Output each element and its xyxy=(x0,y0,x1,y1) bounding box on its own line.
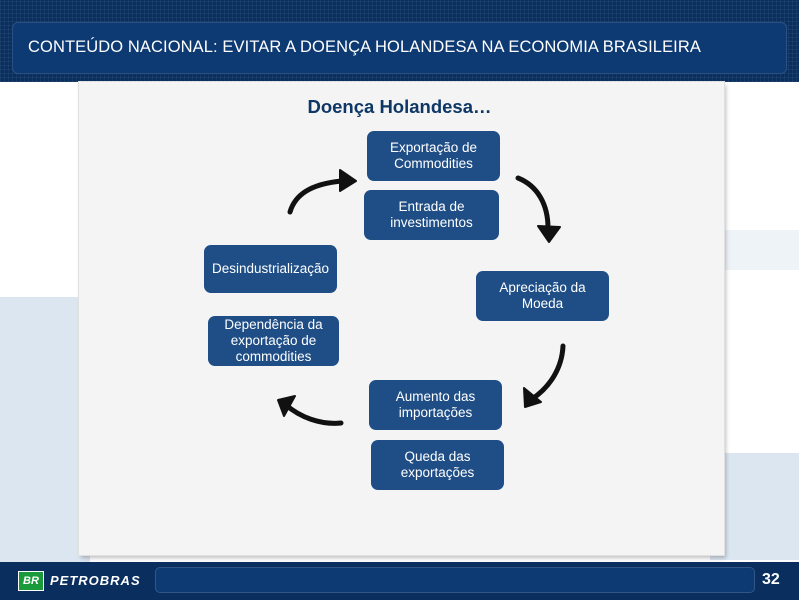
brand-name: PETROBRAS xyxy=(50,573,141,588)
page-number: 32 xyxy=(762,571,780,588)
node-line: Queda das xyxy=(404,449,471,464)
node-line: investimentos xyxy=(390,215,473,230)
node-line: Apreciação da xyxy=(499,280,586,295)
arrowhead-bottom-left xyxy=(278,396,295,416)
arrow-top-left xyxy=(290,181,342,212)
node-line: commodities xyxy=(235,349,312,364)
node-line: Exportação de xyxy=(389,140,478,155)
node-line: Aumento das xyxy=(395,389,476,404)
node-line: Moeda xyxy=(521,296,564,311)
arrowhead-bottom-right xyxy=(524,388,541,407)
node-line: importações xyxy=(398,405,473,420)
arrowhead-top-right xyxy=(538,226,560,242)
footer-bar xyxy=(155,567,755,593)
node-line: Entrada de xyxy=(398,199,465,214)
node-line: exportações xyxy=(400,465,475,480)
node-line: Desindustrialização xyxy=(211,261,330,276)
node-line: Dependência da xyxy=(224,317,323,332)
arrow-bottom-left xyxy=(286,405,341,423)
arrow-top-right xyxy=(518,178,548,228)
diagram-title: Doença Holandesa… xyxy=(307,96,492,117)
node-line: Commodities xyxy=(394,156,473,171)
arrow-bottom-right xyxy=(532,346,563,399)
slide-title: CONTEÚDO NACIONAL: EVITAR A DOENÇA HOLANDESA NA ECONOMIA BRASILEIRA xyxy=(28,38,701,56)
petrobras-logo-icon: BR xyxy=(18,571,44,591)
node-line: exportação de xyxy=(230,333,317,348)
arrowhead-top-left xyxy=(340,170,356,191)
